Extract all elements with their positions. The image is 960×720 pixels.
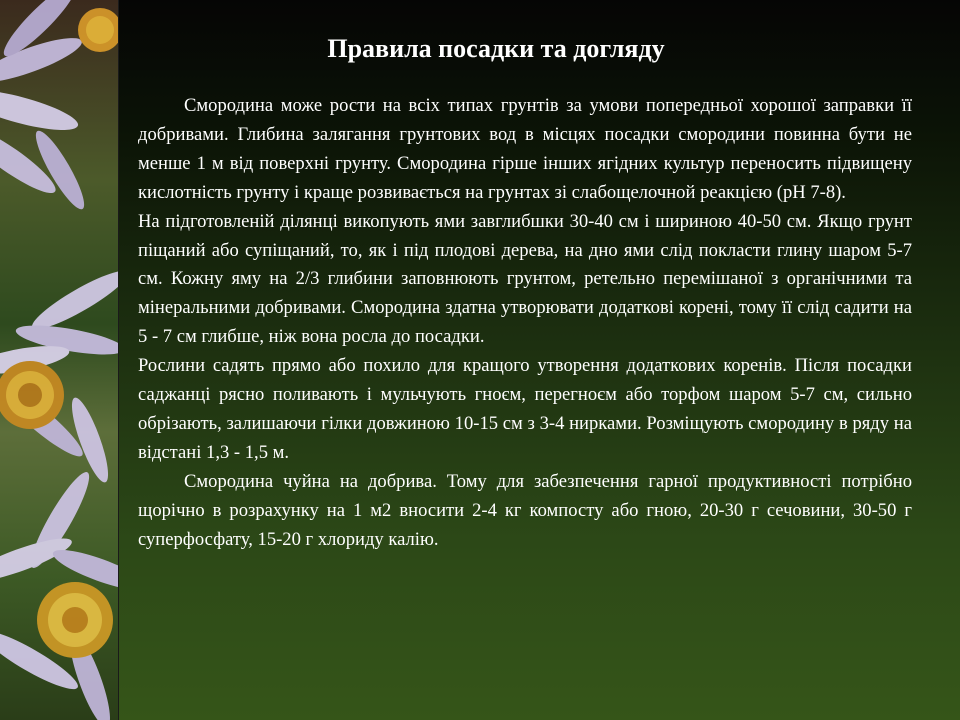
aster-flowers-image: [0, 0, 118, 720]
paragraph-soil: Смородина може рости на всіх типах грунтів за умови попередньої хорошої заправки її добривами. Глибина залягання грунтових вод в місцях посадки смородини повинна бути не менше 1 м від поверхні грунту. Смородина гірше інших ягідних культур переносить підвищену кислотність грунту і краще розвивається на грунтах зі слабощелочной реакцією (pH 7-8).: [138, 95, 912, 203]
flower-decoration: [0, 0, 119, 720]
paragraph-planting-pits: На підготовленій ділянці викопують ями завглибшки 30-40 см і шириною 40-50 см. Якщо грунт піщаний або супіщаний, то, як і під плодові дерева, на дно ями слід покласти глину шаром 5-7 см. Кожну яму на 2/3 глибини заповнюють грунтом, ретельно перемішаної з органічними та мінеральними добривами. Смородина здатна утворювати додаткові корені, тому її слід садити на 5 - 7 см глибше, ніж вона росла до посадки.: [138, 210, 912, 348]
paragraph-planting-method: Рослини садять прямо або похило для кращого утворення додаткових коренів. Після посадки саджанці рясно поливають і мульчують гноєм, перегноєм або торфом шаром 5-7 см, сильно обрізають, залишаючи гілки довжиною 10-15 см з 3-4 нирками. Розміщують смородину в ряду на відстані 1,3 - 1,5 м.: [138, 355, 912, 463]
paragraph-fertilizers: Смородина чуйна на добрива. Тому для забезпечення гарної продуктивності потрібно щорічно в розрахунку на 1 м2 вносити 2-4 кг компосту або гною, 20-30 г сечовини, 30-50 г суперфосфату, 15-20 г хлориду калію.: [138, 470, 912, 550]
slide-body: [138, 92, 912, 555]
slide-title: Правила посадки та догляду: [327, 34, 665, 63]
